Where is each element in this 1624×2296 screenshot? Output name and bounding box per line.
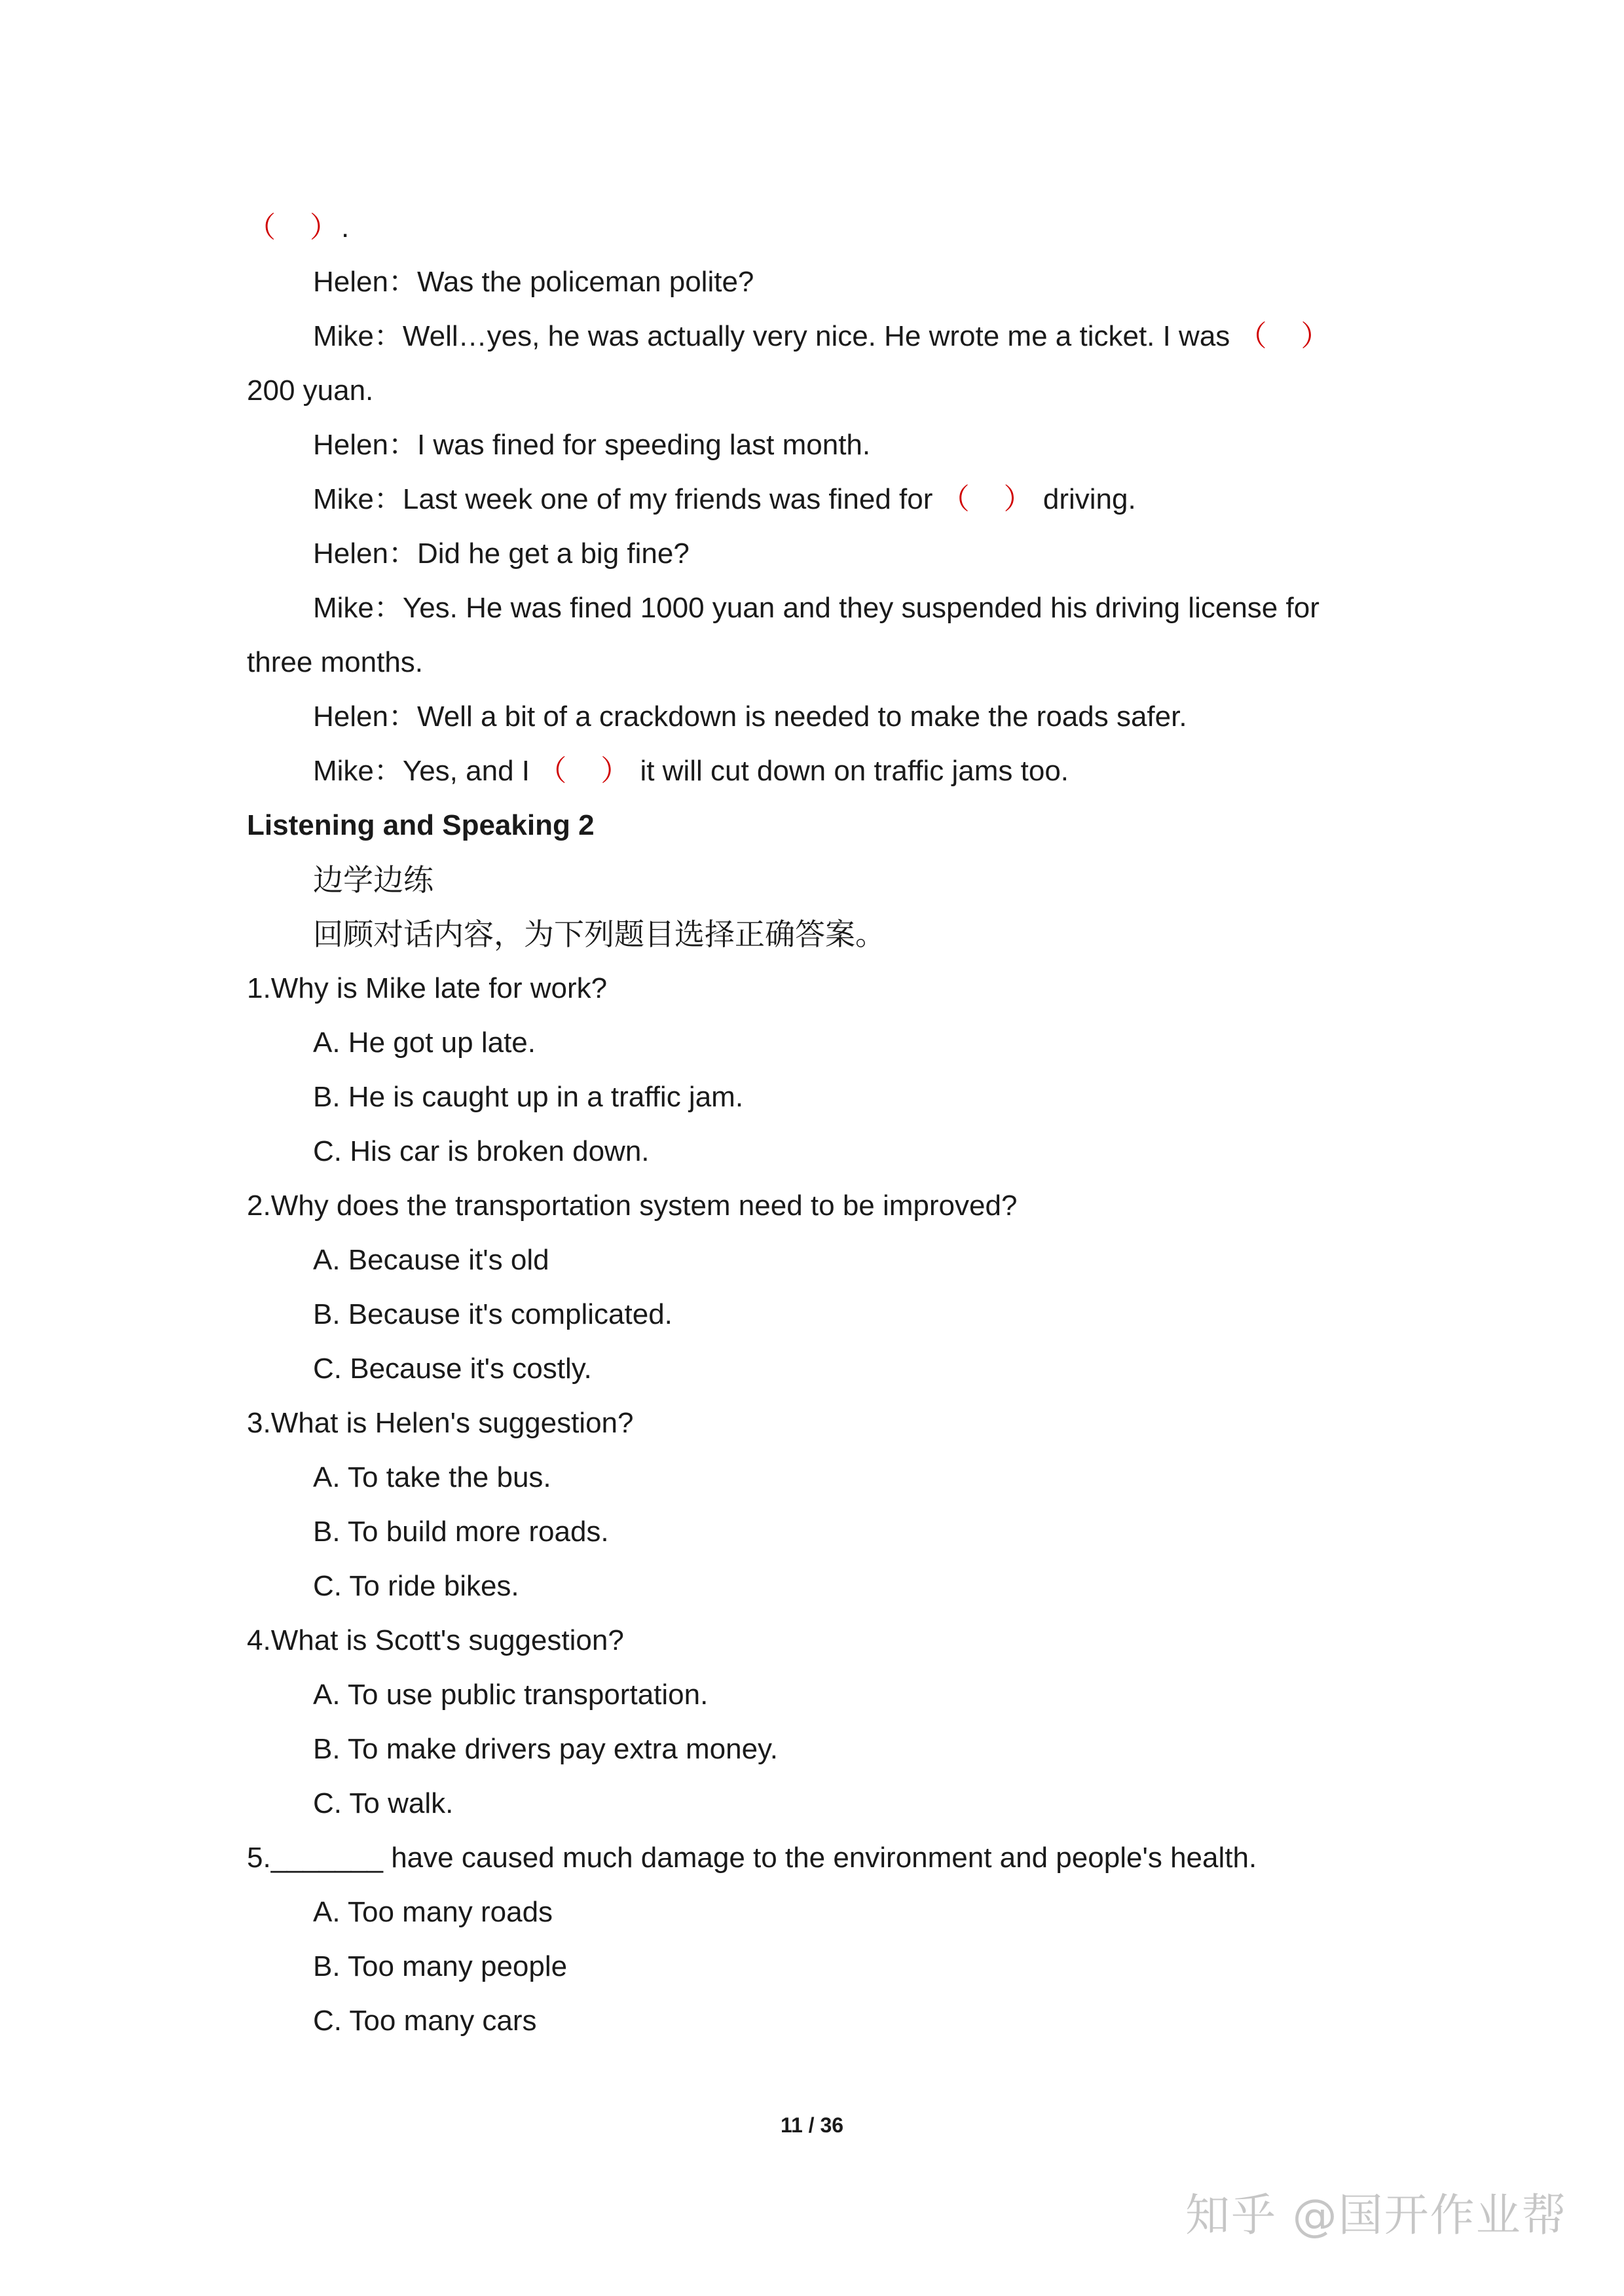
- dialogue-text: it will cut down on traffic jams too.: [632, 755, 1069, 787]
- dialogue-line: Mike：Yes. He was fined 1000 yuan and they suspended his driving license for: [313, 592, 1320, 624]
- answer-option: B. Because it's complicated.: [313, 1298, 673, 1330]
- answer-option: A. Because it's old: [313, 1244, 549, 1276]
- dialogue-line: 200 yuan.: [247, 374, 374, 407]
- answer-blank: （ ）: [538, 755, 633, 787]
- answer-option: C. To walk.: [313, 1787, 454, 1819]
- dialogue-line: Helen：Did he get a big fine?: [313, 538, 690, 570]
- dialogue-text: .: [341, 211, 350, 244]
- dialogue-line: [313, 752, 1069, 791]
- question-stem: 2.Why does the transportation system need to be improved?: [247, 1190, 1018, 1222]
- practice-label: 边学边练: [313, 862, 434, 898]
- answer-option: A. He got up late.: [313, 1027, 536, 1059]
- dialogue-text: driving.: [1035, 483, 1136, 515]
- answer-option: B. Too many people: [313, 1950, 568, 1982]
- answer-option: A. To use public transportation.: [313, 1679, 709, 1711]
- question-stem: 1.Why is Mike late for work?: [247, 972, 608, 1004]
- dialogue-line: [247, 208, 349, 247]
- answer-option: A. Too many roads: [313, 1896, 553, 1928]
- answer-option: C. To ride bikes.: [313, 1570, 519, 1602]
- dialogue-line: Helen：Was the policeman polite?: [313, 266, 754, 298]
- section-heading: Listening and Speaking 2: [247, 809, 595, 841]
- dialogue-line: [313, 480, 1136, 519]
- dialogue-text: Mike：Last week one of my friends was fined for: [313, 483, 941, 515]
- dialogue-line: Helen：I was fined for speeding last month.: [313, 429, 871, 461]
- question-stem: 4.What is Scott's suggestion?: [247, 1624, 624, 1656]
- dialogue-line: three months.: [247, 646, 424, 678]
- answer-blank: （ ）: [247, 211, 341, 244]
- answer-blank: （ ）: [1238, 320, 1333, 352]
- page-number: 11 / 36: [780, 2113, 844, 2137]
- watermark: 知乎 @国开作业帮: [1185, 2190, 1568, 2242]
- dialogue-text: Mike：Well…yes, he was actually very nice. He wrote me a ticket. I was: [313, 320, 1238, 352]
- answer-blank: （ ）: [940, 483, 1035, 515]
- answer-option: B. To make drivers pay extra money.: [313, 1733, 778, 1765]
- answer-option: C. Too many cars: [313, 2005, 537, 2037]
- dialogue-line: [313, 317, 1333, 356]
- question-stem: 5._______ have caused much damage to the environment and people's health.: [247, 1842, 1257, 1874]
- question-stem: 3.What is Helen's suggestion?: [247, 1407, 634, 1439]
- answer-option: C. His car is broken down.: [313, 1135, 650, 1167]
- dialogue-line: Helen：Well a bit of a crackdown is needed to make the roads safer.: [313, 701, 1187, 733]
- answer-option: B. He is caught up in a traffic jam.: [313, 1081, 744, 1113]
- answer-option: A. To take the bus.: [313, 1461, 551, 1493]
- answer-option: C. Because it's costly.: [313, 1353, 592, 1385]
- dialogue-text: Mike：Yes, and I: [313, 755, 538, 787]
- instruction-text: 回顾对话内容，为下列题目选择正确答案。: [313, 917, 885, 952]
- answer-option: B. To build more roads.: [313, 1516, 609, 1548]
